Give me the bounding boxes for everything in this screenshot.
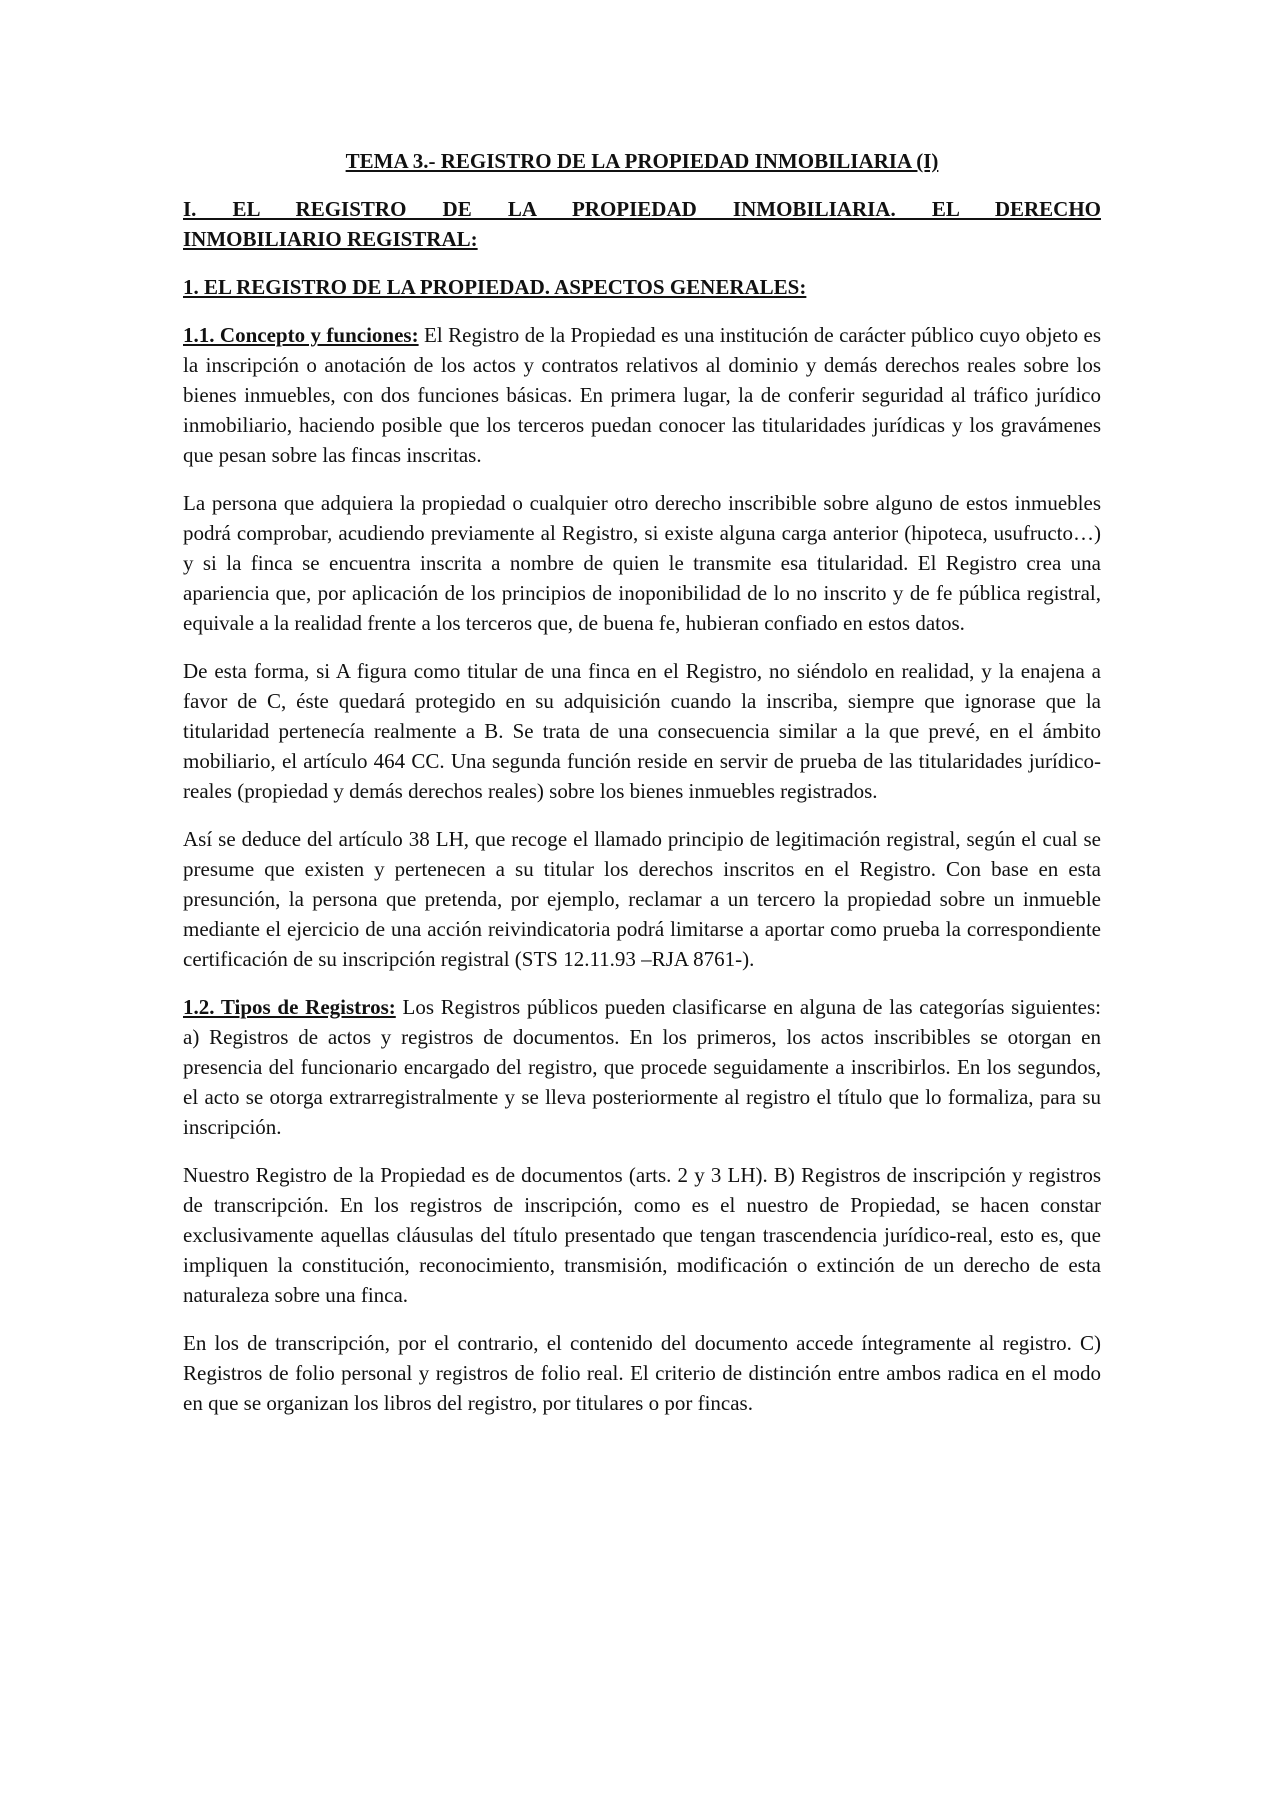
paragraph: La persona que adquiera la propiedad o cualquier otro derecho inscribible sobre alguno de estos inmuebles podrá comprobar, acudiendo previamente al Registro, si existe alguna carga anterior (hipoteca, usufructo…) y si la finca se encuentra inscrita a nombre de quien le transmite esa titularidad. El Registro crea una apariencia que, por aplicación de los principios de inoponibilidad de lo no inscrito y de fe pública registral, equivale a la realidad frente a los terceros que, de buena fe, hubieran confiado en estos datos. [183,491,1101,635]
document-page [183,146,1101,1436]
document-title: TEMA 3.- REGISTRO DE LA PROPIEDAD INMOBILIARIA (I) [345,149,939,173]
subheading-tipos-registros: 1.2. Tipos de Registros: [183,995,396,1019]
paragraph-concepto-funciones [183,320,1101,470]
paragraph: Así se deduce del artículo 38 LH, que recoge el llamado principio de legitimación registral, según el cual se presume que existen y pertenecen a su titular los derechos inscritos en el Registro. Con base en esta presunción, la persona que pretenda, por ejemplo, reclamar a un tercero la propiedad sobre un inmueble mediante el ejercicio de una acción reivindicatoria podrá limitarse a aportar como prueba la correspondiente certificación de su inscripción registral (STS 12.11.93 –RJA 8761-). [183,827,1101,971]
paragraph: En los de transcripción, por el contrario, el contenido del documento accede íntegramente al registro. C) Registros de folio personal y registros de folio real. El criterio de distinción entre ambos radica en el modo en que se organizan los libros del registro, por titulares o por fincas. [183,1331,1101,1415]
section-heading-1-line2: INMOBILIARIO REGISTRAL: [183,227,478,251]
paragraph-text: Los Registros públicos pueden clasificarse en alguna de las categorías siguientes: a) Registros de actos y registros de documentos. En los primeros, los actos inscribibles se otorgan en presencia del funcionario encargado del registro, que procede seguidamente a inscribirlos. En los segundos, el acto se otorga extrarregistralmente y se lleva posteriormente al registro el título que lo formaliza, para su inscripción. [183,995,1101,1139]
section-heading-1-line1: I. EL REGISTRO DE LA PROPIEDAD INMOBILIARIA. EL DERECHO [183,197,1101,221]
paragraph: De esta forma, si A figura como titular de una finca en el Registro, no siéndolo en realidad, y la enajena a favor de C, éste quedará protegido en su adquisición cuando la inscriba, siempre que ignorase que la titularidad pertenecía realmente a B. Se trata de una consecuencia similar a la que prevé, en el ámbito mobiliario, el artículo 464 CC. Una segunda función reside en servir de prueba de las titularidades jurídico-reales (propiedad y demás derechos reales) sobre los bienes inmuebles registrados. [183,659,1101,803]
paragraph-tipos-registros [183,992,1101,1142]
section-heading-2: 1. EL REGISTRO DE LA PROPIEDAD. ASPECTOS GENERALES: [183,275,807,299]
subheading-concepto-funciones: 1.1. Concepto y funciones: [183,323,419,347]
paragraph-text: El Registro de la Propiedad es una institución de carácter público cuyo objeto es la inscripción o anotación de los actos y contratos relativos al dominio y demás derechos reales sobre los bienes inmuebles, con dos funciones básicas. En primera lugar, la de conferir seguridad al tráfico jurídico inmobiliario, haciendo posible que los terceros puedan conocer las titularidades jurídicas y los gravámenes que pesan sobre las fincas inscritas. [183,323,1101,467]
paragraph: Nuestro Registro de la Propiedad es de documentos (arts. 2 y 3 LH). B) Registros de inscripción y registros de transcripción. En los registros de inscripción, como es el nuestro de Propiedad, se hacen constar exclusivamente aquellas cláusulas del título presentado que tengan trascendencia jurídico-real, esto es, que impliquen la constitución, reconocimiento, transmisión, modificación o extinción de un derecho de esta naturaleza sobre una finca. [183,1163,1101,1307]
